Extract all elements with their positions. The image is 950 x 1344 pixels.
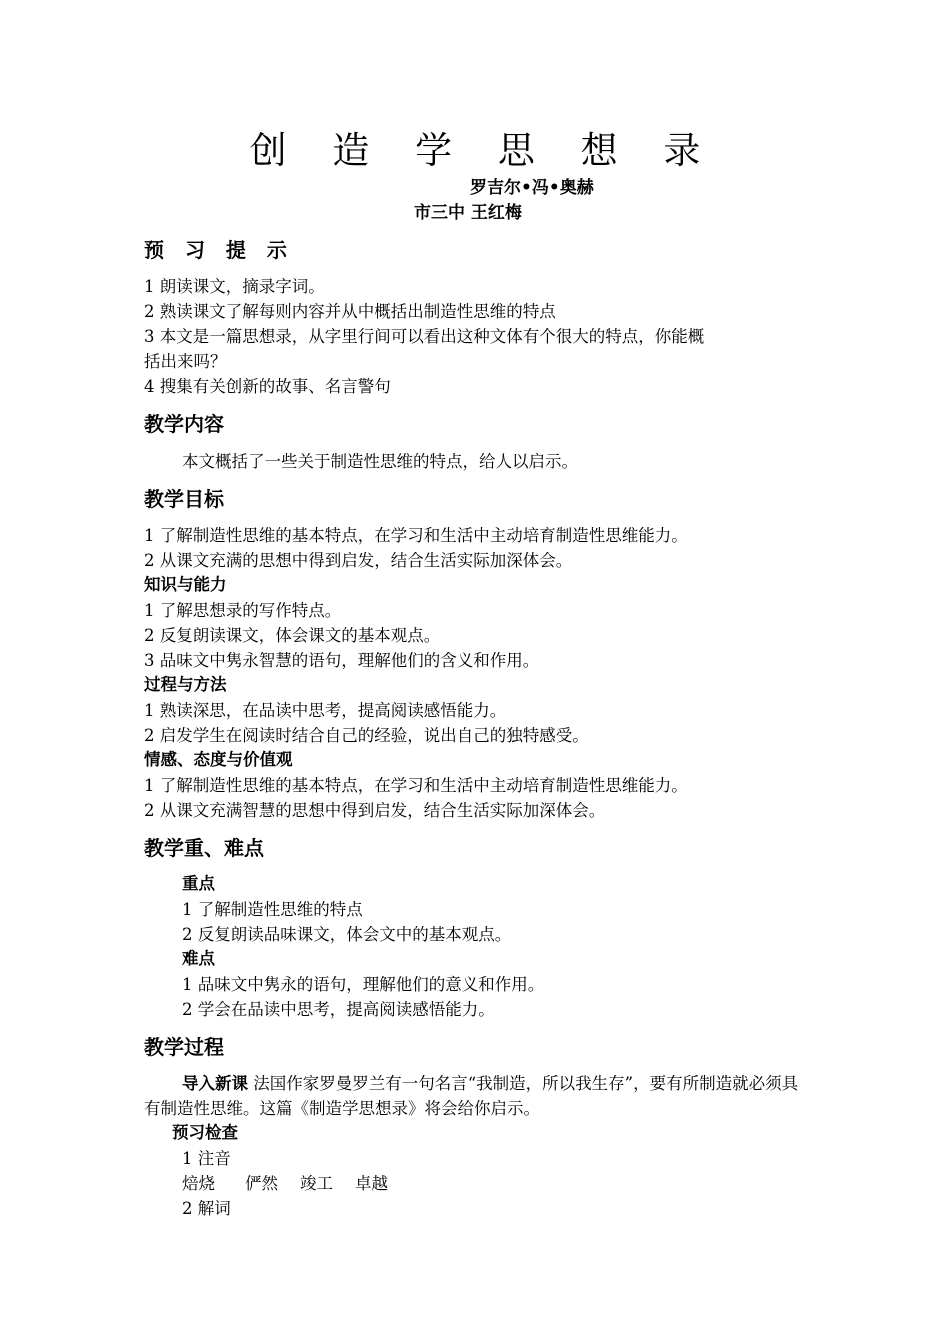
goal-item-2: 2 从课文充满的思想中得到启发，结合生活实际加深体会。 (144, 551, 573, 570)
focus-label: 重点 (182, 874, 215, 893)
preview-item-1: 1 朗读课文，摘录字词。 (144, 277, 325, 296)
process-item-2: 2 启发学生在阅读时结合自己的经验，说出自己的独特感受。 (144, 726, 589, 745)
school-teacher: 市三中 王红梅 (414, 203, 522, 223)
knowledge-item-2: 2 反复朗读课文，体会课文的基本观点。 (144, 626, 441, 645)
key-points-heading: 教学重、难点 (144, 836, 264, 860)
intro-label: 导入新课 (182, 1074, 248, 1093)
content-text: 本文概括了一些关于制造性思维的特点，给人以启示。 (182, 452, 578, 471)
pinyin-word-2: 俨然 (245, 1174, 278, 1193)
preview-item-2: 2 熟读课文了解每则内容并从中概括出制造性思维的特点 (144, 302, 556, 321)
goals-heading: 教学目标 (144, 487, 224, 511)
preview-item-3-cont: 括出来吗？ (144, 352, 227, 371)
pinyin-words (182, 1171, 388, 1196)
preview-item-3: 3 本文是一篇思想录，从字里行间可以看出这种文体有个很大的特点，你能概 (144, 327, 705, 346)
difficulty-label: 难点 (182, 949, 215, 968)
process-item-1: 1 熟读深思，在品读中思考，提高阅读感悟能力。 (144, 701, 507, 720)
process-label: 过程与方法 (144, 675, 227, 694)
define-label: 2 解词 (182, 1199, 231, 1218)
pinyin-label: 1 注音 (182, 1149, 231, 1168)
focus-item-1: 1 了解制造性思维的特点 (182, 900, 363, 919)
preview-heading: 预 习 提 示 (144, 238, 294, 262)
intro-paragraph (144, 1071, 809, 1121)
preview-item-4: 4 搜集有关创新的故事、名言警句 (144, 377, 391, 396)
content-heading: 教学内容 (144, 412, 224, 436)
pinyin-word-1: 焙烧 (182, 1174, 215, 1193)
emotion-item-2: 2 从课文充满智慧的思想中得到启发，结合生活实际加深体会。 (144, 801, 606, 820)
emotion-item-1: 1 了解制造性思维的基本特点，在学习和生活中主动培育制造性思维能力。 (144, 776, 688, 795)
focus-item-2: 2 反复朗读品味课文，体会文中的基本观点。 (182, 925, 512, 944)
goal-item-1: 1 了解制造性思维的基本特点，在学习和生活中主动培育制造性思维能力。 (144, 526, 688, 545)
difficulty-item-1: 1 品味文中隽永的语句，理解他们的意义和作用。 (182, 975, 545, 994)
pinyin-word-4: 卓越 (355, 1174, 388, 1193)
procedure-heading: 教学过程 (144, 1035, 224, 1059)
author-name: 罗吉尔•冯•奥赫 (470, 178, 594, 198)
emotion-label: 情感、态度与价值观 (144, 750, 293, 769)
intro-text: 法国作家罗曼罗兰有一句名言“我制造，所以我生存”，要有所制造就必须具有制造性思维。这篇《制造学思想录》将会给你启示。 (144, 1074, 799, 1118)
document-title: 创 造 学 思 想 录 (249, 129, 718, 172)
pinyin-word-3: 竣工 (300, 1174, 333, 1193)
knowledge-item-3: 3 品味文中隽永智慧的语句，理解他们的含义和作用。 (144, 651, 540, 670)
knowledge-label: 知识与能力 (144, 575, 227, 594)
knowledge-item-1: 1 了解思想录的写作特点。 (144, 601, 342, 620)
difficulty-item-2: 2 学会在品读中思考，提高阅读感悟能力。 (182, 1000, 495, 1019)
check-label: 预习检查 (172, 1123, 238, 1142)
